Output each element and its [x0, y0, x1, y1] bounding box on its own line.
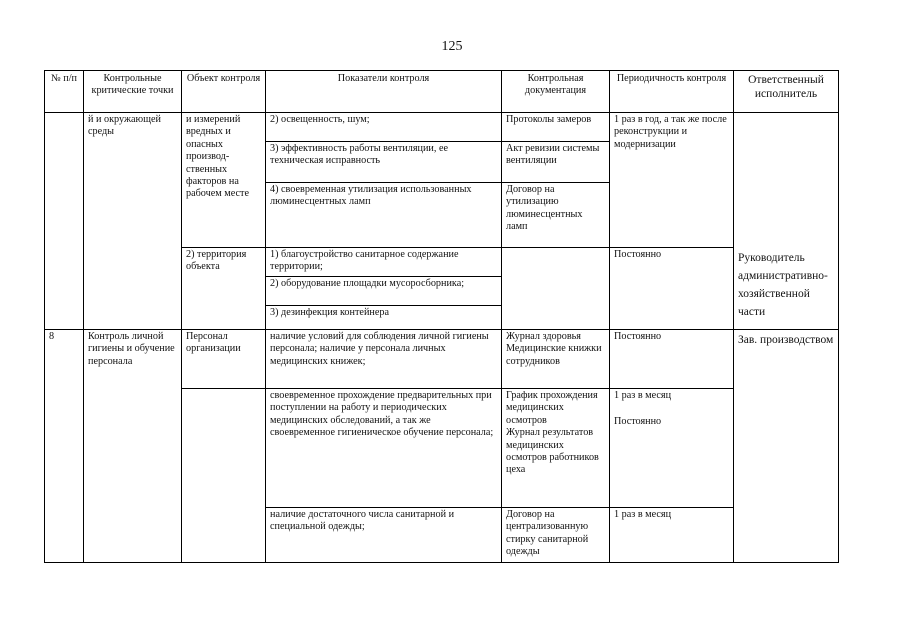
cell-responsible-empty: [734, 113, 839, 248]
doc-schedule: График прохождения медицинских осмотров: [506, 390, 598, 426]
cell-indicator: 1) благоустройство санитарное содержание территории;: [266, 248, 502, 277]
cell-documentation: Журнал здоровья Медицинские книжки сотрудников: [502, 330, 610, 389]
cell-num: 8: [45, 330, 84, 563]
cell-indicator: 3) эффективность работы вентиляции, ее техническая исправность: [266, 142, 502, 183]
cell-documentation: Протоколы замеров: [502, 113, 610, 142]
cell-indicator: 2) освещенность, шум;: [266, 113, 502, 142]
cell-periodicity: Постоянно: [610, 248, 734, 330]
doc-journal: Журнал результатов медицинских осмотров работников цеха: [506, 427, 599, 476]
cell-documentation-empty: [502, 248, 610, 330]
cell-indicator: наличие достаточного числа санитарной и специальной одежды;: [266, 508, 502, 563]
cell-control-object: 2) территория объекта: [182, 248, 266, 330]
cell-critical-point: Контроль личной гигиены и обучение персонала: [84, 330, 182, 563]
header-periodicity: Периодичность контроля: [610, 71, 734, 113]
page-number: 125: [441, 39, 463, 54]
cell-control-object: Персонал организации: [182, 330, 266, 389]
header-num: № п/п: [45, 71, 84, 113]
table-row: [45, 330, 839, 389]
control-table: [44, 70, 839, 563]
header-documentation: Контрольная документация: [502, 71, 610, 113]
cell-control-object: и измерений вредных и опасных производ-ственных факторов на рабочем месте: [182, 113, 266, 248]
cell-documentation: Договор на утилизацию люминесцентных ламп: [502, 183, 610, 248]
header-responsible: Ответственный исполнитель: [734, 71, 839, 113]
cell-indicator: своевременное прохождение предварительных при поступлении на работу и периодических медицинских обследований, а так же своевременное гигиеническое обучение персонала;: [266, 389, 502, 508]
cell-responsible: Руководитель административно-хозяйственной части: [734, 248, 839, 330]
header-critical-points: Контрольные критические точки: [84, 71, 182, 113]
header-row: [45, 71, 839, 113]
header-indicators: Показатели контроля: [266, 71, 502, 113]
cell-indicator: наличие условий для соблюдения личной гигиены персонала; наличие у персонала личных медицинских книжек;: [266, 330, 502, 389]
cell-periodicity: [610, 389, 734, 508]
cell-indicator: 4) своевременная утилизация использованных люминесцентных ламп: [266, 183, 502, 248]
cell-periodicity: Постоянно: [610, 330, 734, 389]
period-constant: Постоянно: [614, 416, 662, 428]
cell-num-empty: [45, 113, 84, 330]
cell-responsible: Зав. производством: [734, 330, 839, 563]
cell-periodicity: 1 раз в месяц: [610, 508, 734, 563]
cell-documentation: Акт ревизии системы вентиляции: [502, 142, 610, 183]
cell-control-object-empty: [182, 389, 266, 563]
header-control-object: Объект контроля: [182, 71, 266, 113]
cell-indicator: 2) оборудование площадки мусоросборника;: [266, 277, 502, 306]
cell-critical-point: й и окружающей среды: [84, 113, 182, 330]
cell-indicator: 3) дезинфекция контейнера: [266, 306, 502, 330]
cell-documentation: [502, 389, 610, 508]
table-row: [45, 113, 839, 142]
cell-periodicity: 1 раз в год, а так же после реконструкции и модернизации: [610, 113, 734, 248]
cell-documentation: Договор на централизованную стирку санитарной одежды: [502, 508, 610, 563]
period-monthly: 1 раз в месяц: [614, 390, 672, 401]
